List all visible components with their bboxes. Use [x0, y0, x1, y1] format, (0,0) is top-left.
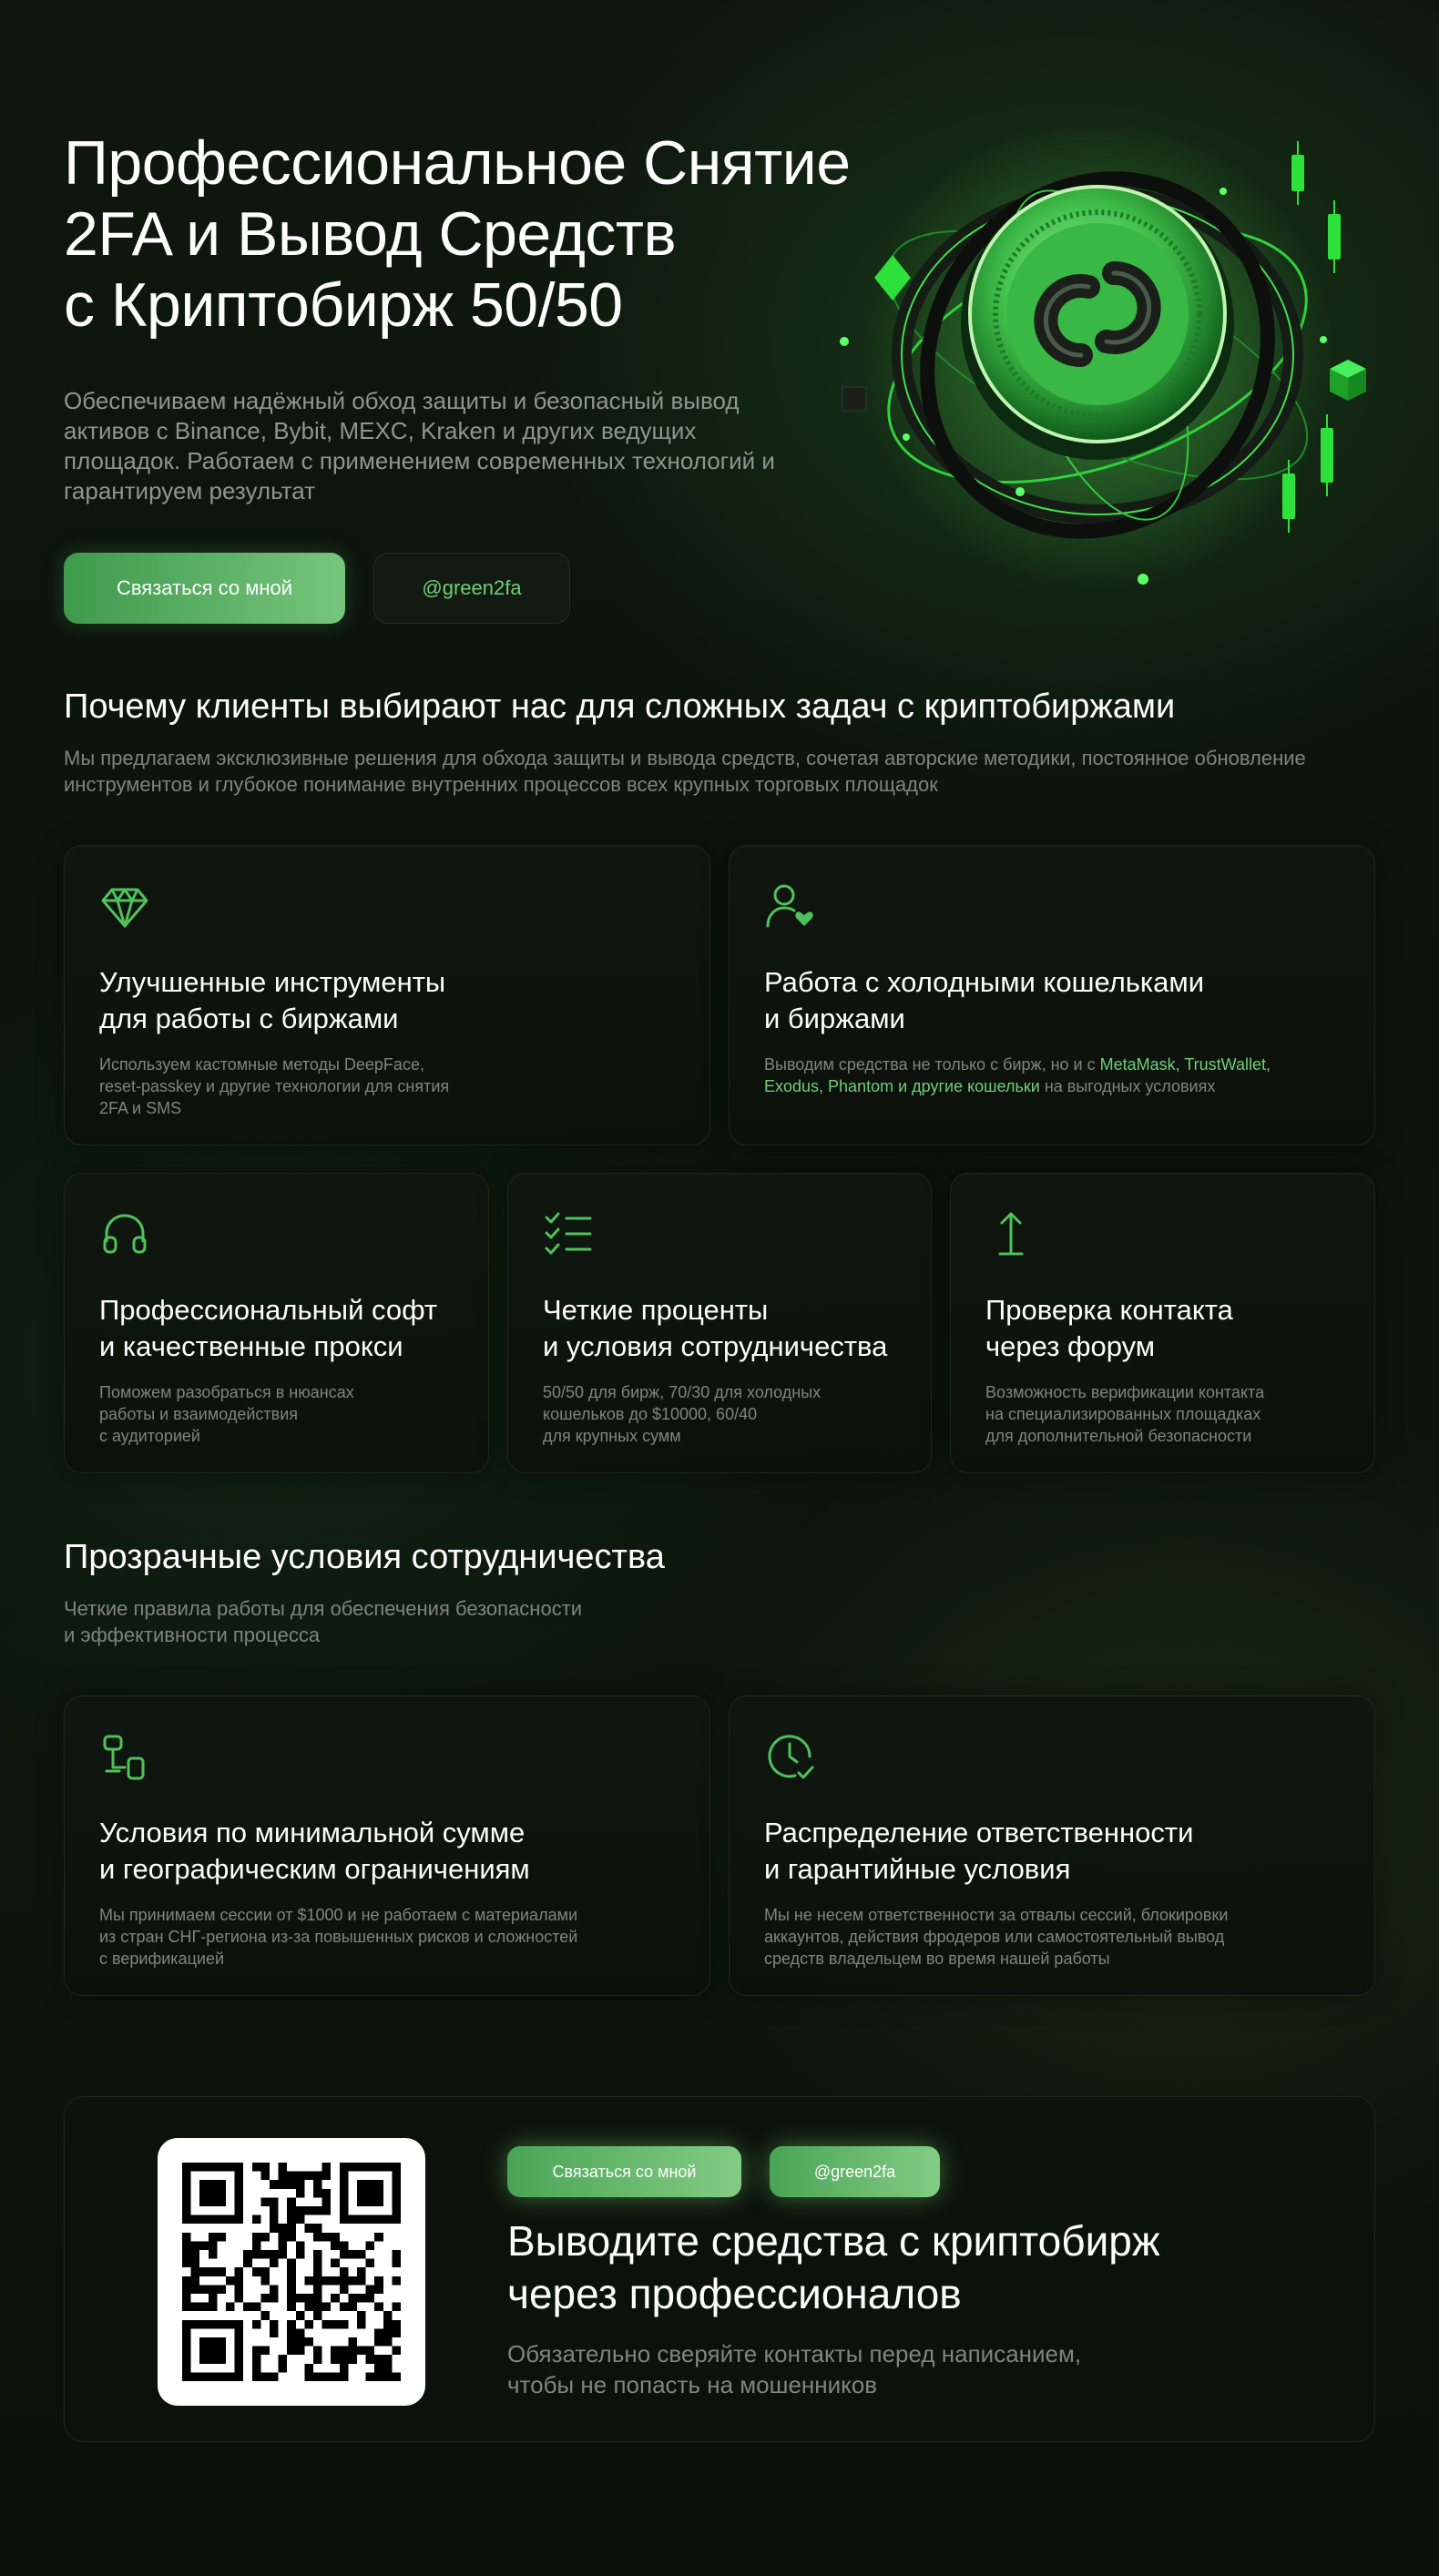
- qr-code[interactable]: [158, 2138, 425, 2406]
- cta-handle-button[interactable]: @green2fa: [770, 2146, 940, 2197]
- card-text: Используем кастомные методы DeepFace, reset-passkey и другие технологии для снятия 2FA и SMS: [99, 1055, 450, 1117]
- wallet-highlight: MetaMask,: [1099, 1055, 1180, 1074]
- hero-description: Обеспечиваем надёжный обход защиты и безопасный вывод активов с Binance, Bybit, MEXC, Kraken и других ведущих площадок. Работаем с применением современных технологий и гарантируем результат: [64, 387, 775, 504]
- headphones-icon: [99, 1208, 150, 1259]
- why-section-subtitle: Мы предлагаем эксклюзивные решения для обхода защиты и вывода средств, сочетая авторские методики, постоянное обновление инструментов и глубокое понимание внутренних процессов всех крупных торговых площадок: [64, 747, 1306, 796]
- feature-card-forum: [950, 1173, 1375, 1473]
- cta-title: Выводите средства с криптобирж через профессионалов: [507, 2217, 1160, 2317]
- crypto-coin-illustration: [824, 127, 1371, 601]
- qr-code-graphic: [182, 2163, 401, 2381]
- telegram-handle-button[interactable]: @green2fa: [373, 553, 570, 624]
- feature-card-percentages: [507, 1173, 932, 1473]
- card-title: Работа с холодными кошельками и биржами: [764, 966, 1205, 1034]
- card-title: Профессиональный софт и качественные прокси: [99, 1294, 438, 1362]
- cta-text: Обязательно сверяйте контакты перед написанием, чтобы не попасть на мошенников: [507, 2340, 1082, 2398]
- card-text-part: Выводим средства не только с бирж, но и с: [764, 1055, 1100, 1074]
- wallet-highlight: TrustWallet, Exodus, Phantom и другие кошельки: [764, 1055, 1271, 1095]
- card-text: 50/50 для бирж, 70/30 для холодных кошельков до $10000, 60/40 для крупных сумм: [543, 1383, 822, 1445]
- clock-check-icon: [764, 1731, 815, 1782]
- card-title: Распределение ответственности и гарантийные условия: [764, 1817, 1194, 1885]
- contact-button[interactable]: Связаться со мной: [64, 553, 345, 624]
- card-title: Четкие проценты и условия сотрудничества: [543, 1294, 888, 1362]
- feature-card-wallets: [729, 845, 1375, 1145]
- terms-card-responsibility: [729, 1695, 1375, 1996]
- card-text: Поможем разобраться в нюансах работы и взаимодействия с аудиторией: [99, 1383, 354, 1445]
- diamond-icon: [99, 881, 150, 932]
- card-text-part: на выгодных условиях: [1039, 1077, 1216, 1095]
- feature-card-tools: [64, 845, 710, 1145]
- card-title: Проверка контакта через форум: [985, 1294, 1233, 1362]
- transfer-icon: [99, 1731, 150, 1782]
- card-text: Возможность верификации контакта на специализированных площадках для дополнительной безопасности: [985, 1383, 1265, 1445]
- user-heart-icon: [764, 881, 815, 932]
- why-section-title: Почему клиенты выбирают нас для сложных задач с криптобиржами: [64, 687, 1176, 726]
- terms-card-minimum: [64, 1695, 710, 1996]
- feature-card-software: [64, 1173, 489, 1473]
- card-text: Мы не несем ответственности за отвалы сессий, блокировки аккаунтов, действия фродеров или самостоятельный вывод средств владельцем во время нашей работы: [764, 1906, 1229, 1968]
- terms-section-title: Прозрачные условия сотрудничества: [64, 1538, 665, 1576]
- card-title: Условия по минимальной сумме и географическим ограничениям: [99, 1817, 530, 1885]
- card-text: Мы принимаем сессии от $1000 и не работаем с материалами из стран СНГ-региона из-за повышенных рисков и сложностей с верификацией: [99, 1906, 578, 1968]
- cta-contact-button[interactable]: Связаться со мной: [507, 2146, 741, 2197]
- card-title: Улучшенные инструменты для работы с биржами: [99, 966, 446, 1034]
- arrow-up-icon: [985, 1208, 1036, 1259]
- terms-section-subtitle: Четкие правила работы для обеспечения безопасности и эффективности процесса: [64, 1597, 583, 1646]
- card-text: [764, 1054, 1274, 1097]
- checklist-icon: [543, 1208, 594, 1259]
- hero-title: Профессиональное Снятие 2FA и Вывод Средств с Криптобирж 50/50: [64, 128, 851, 340]
